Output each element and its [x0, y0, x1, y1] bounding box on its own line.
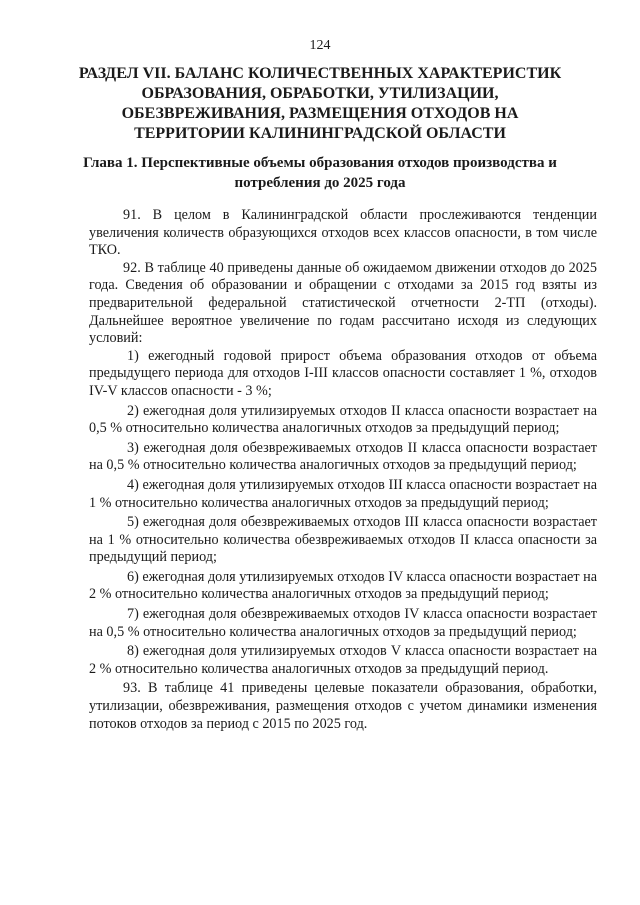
list-item: 2) ежегодная доля утилизируемых отходов II класса опасности возрастает на 0,5 % относительно количества аналогичных отходов за предыдущий период;	[89, 402, 597, 437]
paragraph-92: 92. В таблице 40 приведены данные об ожидаемом движении отходов до 2025 года. Сведения об образовании и обращении с отходами за 2015 год взяты из предварительной федеральной статистической отчетности 2-ТП (отходы). Дальнейшее вероятное увеличение по годам рассчитано исходя из следующих условий:	[89, 259, 597, 347]
list-item: 3) ежегодная доля обезвреживаемых отходов II класса опасности возрастает на 0,5 % относительно количества аналогичных отходов за предыдущий период;	[89, 439, 597, 474]
list-item: 7) ежегодная доля обезвреживаемых отходов IV класса опасности возрастает на 0,5 % относительно количества аналогичных отходов за предыдущий период;	[89, 606, 597, 640]
list-item: 8) ежегодная доля утилизируемых отходов V класса опасности возрастает на 2 % относительно количества аналогичных отходов за предыдущий период.	[89, 643, 597, 677]
chapter-title: Глава 1. Перспективные объемы образования отходов производства и потребления до 2025 года	[83, 155, 557, 191]
list-item: 4) ежегодная доля утилизируемых отходов III класса опасности возрастает на 1 % относительно количества аналогичных отходов за предыдущий период;	[89, 476, 597, 511]
list-item: 6) ежегодная доля утилизируемых отходов IV класса опасности возрастает на 2 % относительно количества аналогичных отходов за предыдущий период;	[89, 568, 597, 603]
list-item: 1) ежегодный годовой прирост объема образования отходов от объема предыдущего периода для отходов I-III классов опасности составляет 1 %, отходов IV-V классов опасности - 3 %;	[89, 347, 597, 399]
document-body	[89, 207, 597, 733]
paragraph-93: 93. В таблице 41 приведены целевые показатели образования, обработки, утилизации, обезвреживания, размещения отходов с учетом динамики изменения потоков отходов за период с 2015 по 2025 год.	[89, 680, 597, 732]
list-item: 5) ежегодная доля обезвреживаемых отходов III класса опасности возрастает на 1 % относительно количества обезвреживаемых отходов II класса опасности за предыдущий период;	[89, 514, 597, 566]
section-title: РАЗДЕЛ VII. БАЛАНС КОЛИЧЕСТВЕННЫХ ХАРАКТЕРИСТИК ОБРАЗОВАНИЯ, ОБРАБОТКИ, УТИЛИЗАЦИИ, ОБЕЗВРЕЖИВАНИЯ, РАЗМЕЩЕНИЯ ОТХОДОВ НА ТЕРРИТОРИИ КАЛИНИНГРАДСКОЙ ОБЛАСТИ	[78, 65, 562, 142]
page-number: 124	[309, 38, 331, 53]
paragraph-91: 91. В целом в Калининградской области прослеживаются тенденции увеличения количеств образующихся отходов всех классов опасности, в том числе ТКО.	[89, 207, 597, 259]
